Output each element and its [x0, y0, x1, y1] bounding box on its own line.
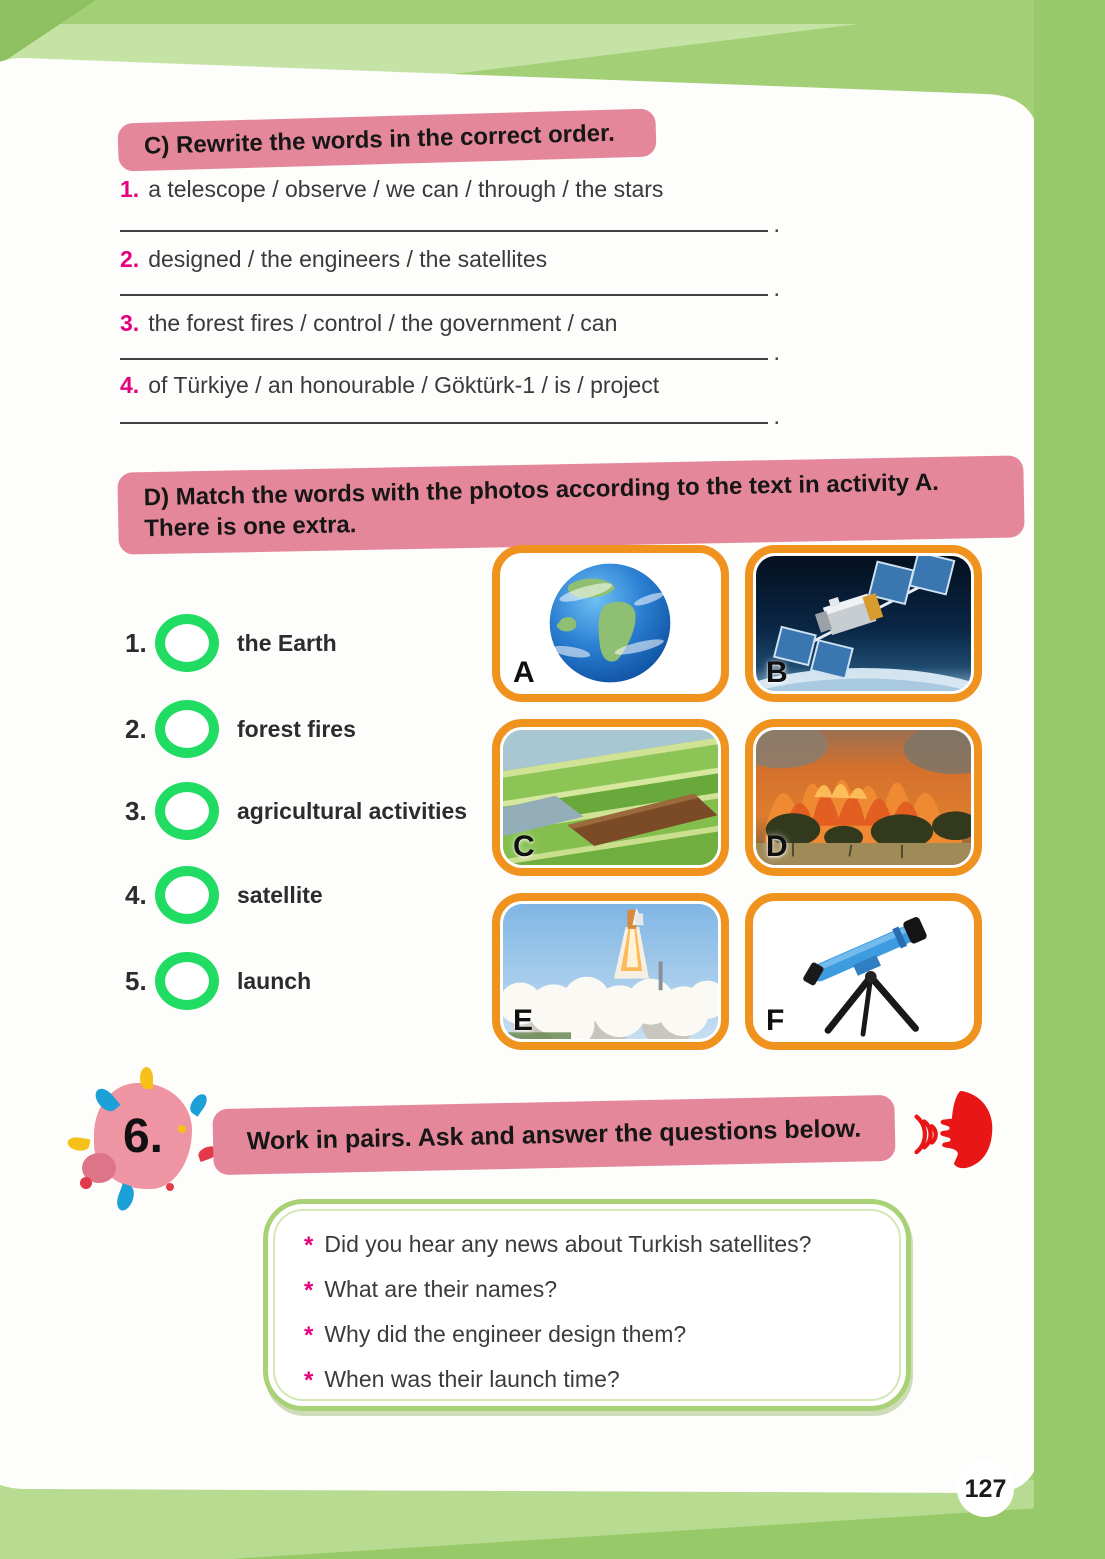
questions-box — [263, 1199, 911, 1411]
earth-image — [503, 556, 718, 691]
answer-line-4[interactable] — [120, 400, 780, 430]
word-label: agricultural activities — [237, 797, 468, 824]
activity-6-title: Work in pairs. Ask and answer the questions below. — [246, 1114, 862, 1155]
item-number: 1. — [120, 176, 140, 202]
write-line[interactable] — [120, 336, 768, 360]
match-word-row — [125, 952, 311, 1010]
photo-letter-a: A — [513, 656, 535, 689]
item-text: a telescope / observe / we can / through / the stars — [148, 176, 664, 202]
activity-number-badge — [94, 1083, 192, 1189]
answer-circle-3[interactable] — [155, 782, 219, 840]
answer-line-1[interactable] — [120, 208, 780, 238]
match-word-row — [125, 866, 323, 924]
word-number: 3. — [125, 795, 147, 826]
answer-circle-4[interactable] — [155, 866, 219, 924]
period: . — [773, 403, 780, 430]
bullet-asterisk: * — [304, 1277, 314, 1304]
item-text: designed / the engineers / the satellites — [148, 246, 548, 272]
telescope-image — [756, 904, 971, 1039]
photo-letter-f: F — [766, 1004, 785, 1037]
question-row — [304, 1231, 886, 1261]
answer-circle-5[interactable] — [155, 952, 219, 1010]
photo-letter-b: B — [766, 656, 788, 689]
item-text: of Türkiye / an honourable / Göktürk-1 / is / project — [148, 372, 660, 398]
scramble-item-3 — [120, 310, 617, 337]
word-label: satellite — [237, 881, 323, 908]
photo-launch[interactable] — [492, 893, 729, 1050]
period: . — [773, 211, 780, 238]
photo-forest-fire[interactable] — [745, 719, 982, 876]
question-text: Why did the engineer design them? — [324, 1321, 687, 1347]
word-number: 1. — [125, 627, 147, 658]
period: . — [773, 275, 780, 302]
word-number: 4. — [125, 879, 147, 910]
speaking-icon — [903, 1088, 999, 1176]
write-line[interactable] — [120, 400, 768, 424]
period: . — [773, 339, 780, 366]
photo-telescope[interactable] — [745, 893, 982, 1050]
match-word-row — [125, 700, 356, 758]
photo-earth[interactable] — [492, 545, 729, 702]
activity-6-header — [212, 1095, 895, 1175]
item-text: the forest fires / control / the government / can — [148, 310, 618, 336]
item-number: 2. — [120, 246, 140, 272]
answer-line-3[interactable] — [120, 336, 780, 366]
bullet-asterisk: * — [304, 1367, 314, 1394]
match-word-row — [125, 782, 467, 840]
write-line[interactable] — [120, 208, 768, 232]
bullet-asterisk: * — [304, 1232, 314, 1259]
word-label: the Earth — [237, 629, 337, 656]
word-label: launch — [237, 967, 312, 994]
activity-number: 6. — [122, 1109, 164, 1163]
match-word-row — [125, 614, 337, 672]
badge-blob-decoration — [82, 1153, 116, 1183]
word-number: 2. — [125, 713, 147, 744]
item-number: 3. — [120, 310, 140, 336]
satellite-image — [756, 556, 971, 691]
fields-image — [503, 730, 718, 865]
section-d-header — [117, 455, 1024, 554]
scramble-item-2 — [120, 246, 547, 273]
answer-circle-2[interactable] — [155, 700, 219, 758]
question-row — [304, 1366, 886, 1396]
item-number: 4. — [120, 372, 140, 398]
write-line[interactable] — [120, 272, 768, 296]
question-row — [304, 1276, 886, 1306]
page-number — [957, 1461, 1014, 1517]
word-number: 5. — [125, 965, 147, 996]
photo-satellite[interactable] — [745, 545, 982, 702]
page-number-value: 127 — [964, 1474, 1007, 1503]
section-c-title: C) Rewrite the words in the correct order. — [143, 119, 616, 160]
photo-letter-d: D — [766, 830, 788, 863]
photo-letter-c: C — [513, 830, 535, 863]
question-row — [304, 1321, 886, 1351]
question-text: What are their names? — [324, 1276, 558, 1302]
photo-fields[interactable] — [492, 719, 729, 876]
question-text: Did you hear any news about Turkish satellites? — [324, 1231, 812, 1257]
word-label: forest fires — [237, 715, 356, 742]
section-c-header — [117, 108, 656, 171]
scramble-item-1 — [120, 176, 663, 203]
forest-fire-image — [756, 730, 971, 865]
scramble-item-4 — [120, 372, 659, 399]
bullet-asterisk: * — [304, 1322, 314, 1349]
section-d-title-line2: There is one extra. — [144, 511, 357, 543]
answer-circle-1[interactable] — [155, 614, 219, 672]
photo-letter-e: E — [513, 1004, 534, 1037]
section-d-title-line1: D) Match the words with the photos according to the text in activity A. — [143, 468, 940, 512]
answer-line-2[interactable] — [120, 272, 780, 302]
question-text: When was their launch time? — [324, 1366, 620, 1392]
launch-image — [503, 904, 718, 1039]
